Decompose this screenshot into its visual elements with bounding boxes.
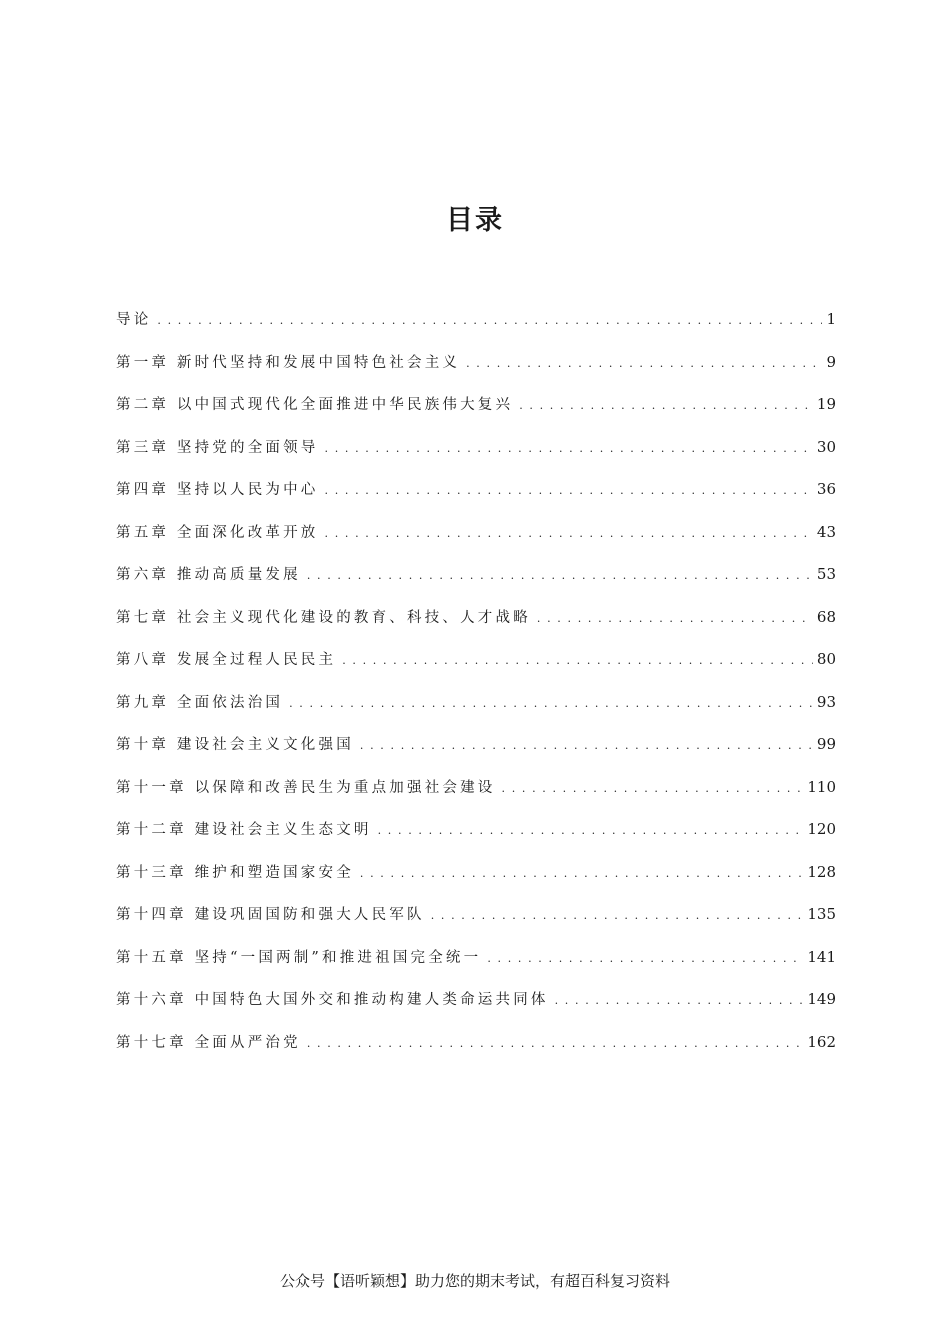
toc-page-number: 110 — [807, 777, 836, 796]
toc-entry[interactable] — [116, 648, 836, 691]
toc-entry-label: 第六章 推动高质量发展 — [116, 567, 301, 583]
toc-page-number: 68 — [816, 607, 836, 626]
toc-entry-label: 第五章 全面深化改革开放 — [116, 524, 319, 541]
toc-entry[interactable] — [116, 903, 836, 946]
toc-entry-label: 第十章 建设社会主义文化强国 — [116, 737, 354, 753]
toc-entry[interactable] — [116, 606, 836, 649]
toc-dot-leader — [325, 482, 813, 498]
toc-page-number: 53 — [816, 565, 836, 583]
toc-page-number: 99 — [816, 735, 836, 753]
toc-dot-leader — [519, 397, 813, 413]
toc-entry[interactable] — [116, 1031, 836, 1074]
toc-entry[interactable] — [116, 818, 836, 861]
toc-dot-leader — [378, 822, 804, 838]
toc-entry-label: 第十五章 坚持“一国两制”和推进祖国完全统一 — [116, 949, 482, 966]
toc-entry[interactable] — [116, 988, 836, 1031]
toc-entry[interactable] — [116, 478, 836, 521]
toc-dot-leader — [555, 992, 804, 1008]
toc-entry[interactable] — [116, 946, 836, 989]
toc-entry-label: 第七章 社会主义现代化建设的教育、科技、人才战略 — [116, 609, 531, 626]
toc-page-number: 149 — [807, 990, 836, 1008]
toc-entry-label: 第四章 坚持以人民为中心 — [116, 482, 319, 498]
toc-dot-leader — [325, 525, 813, 541]
toc-page-number: 9 — [826, 352, 836, 371]
toc-dot-leader — [325, 440, 813, 456]
toc-entry-label: 第八章 发展全过程人民民主 — [116, 652, 337, 668]
toc-dot-leader — [307, 1035, 804, 1051]
toc-entry[interactable] — [116, 691, 836, 734]
toc-entry-label: 导论 — [116, 312, 152, 328]
toc-entry-label: 第十三章 维护和塑造国家安全 — [116, 864, 354, 881]
toc-entry-label: 第十七章 全面从严治党 — [116, 1034, 301, 1051]
toc-page-number: 36 — [816, 480, 836, 498]
toc-dot-leader — [157, 312, 822, 328]
table-of-contents — [116, 308, 836, 1073]
toc-entry-label: 第十四章 建设巩固国防和强大人民军队 — [116, 907, 425, 923]
toc-dot-leader — [466, 355, 822, 371]
toc-dot-leader — [487, 950, 803, 966]
toc-entry-label: 第十二章 建设社会主义生态文明 — [116, 822, 372, 838]
toc-page-number: 30 — [816, 437, 836, 456]
toc-entry[interactable] — [116, 351, 836, 394]
toc-page-number: 120 — [807, 820, 836, 838]
toc-dot-leader — [360, 865, 803, 881]
toc-dot-leader — [502, 780, 804, 796]
toc-entry-label: 第一章 新时代坚持和发展中国特色社会主义 — [116, 354, 461, 371]
toc-entry[interactable] — [116, 521, 836, 564]
toc-dot-leader — [342, 652, 813, 668]
toc-dot-leader — [431, 907, 804, 923]
page-title: 目录 — [446, 205, 504, 236]
toc-page-number: 93 — [816, 692, 836, 711]
toc-entry-label: 第十六章 中国特色大国外交和推动构建人类命运共同体 — [116, 992, 549, 1008]
toc-entry[interactable] — [116, 776, 836, 819]
toc-dot-leader — [289, 695, 813, 711]
toc-page-number: 1 — [826, 310, 836, 328]
toc-page-number: 135 — [807, 905, 836, 923]
toc-entry[interactable] — [116, 436, 836, 479]
toc-entry[interactable] — [116, 861, 836, 904]
toc-entry[interactable] — [116, 563, 836, 606]
toc-entry-label: 第三章 坚持党的全面领导 — [116, 439, 319, 456]
footer-note: 公众号【语听颖想】助力您的期末考试，有超百科复习资料 — [279, 1272, 670, 1290]
toc-page-number: 43 — [816, 522, 836, 541]
toc-page-number: 162 — [807, 1032, 836, 1051]
toc-dot-leader — [307, 567, 813, 583]
toc-entry-label: 第二章 以中国式现代化全面推进中华民族伟大复兴 — [116, 397, 514, 413]
toc-entry-label: 第十一章 以保障和改善民生为重点加强社会建设 — [116, 779, 496, 796]
toc-entry[interactable] — [116, 733, 836, 776]
toc-entry-label: 第九章 全面依法治国 — [116, 694, 284, 711]
toc-page-number: 128 — [807, 862, 836, 881]
toc-dot-leader — [537, 610, 813, 626]
toc-page-number: 80 — [816, 650, 836, 668]
toc-entry[interactable] — [116, 393, 836, 436]
toc-page-number: 19 — [816, 395, 836, 413]
toc-page-number: 141 — [807, 947, 836, 966]
toc-entry[interactable] — [116, 308, 836, 351]
toc-dot-leader — [360, 737, 813, 753]
